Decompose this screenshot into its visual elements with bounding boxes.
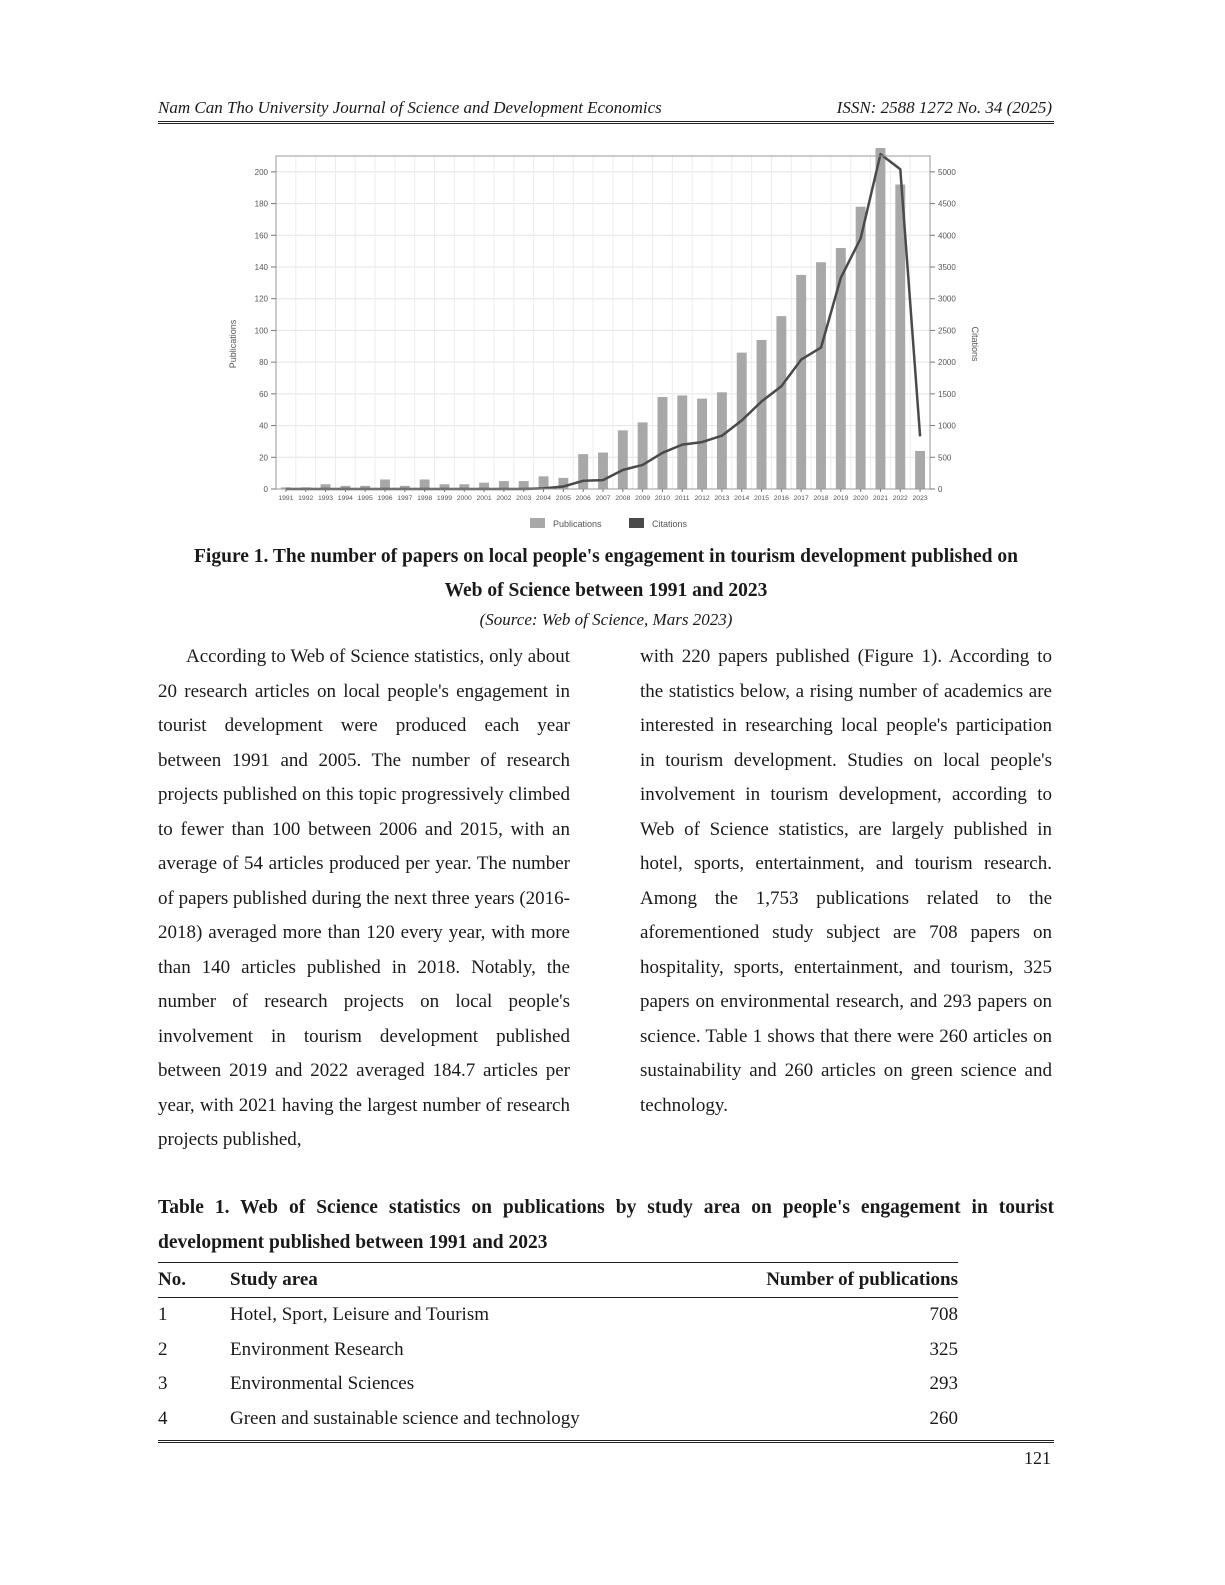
row-study-area: Hotel, Sport, Leisure and Tourism <box>230 1304 490 1326</box>
x-tick-label-2015: 2015 <box>753 495 770 502</box>
y2-tick-label: 3500 <box>938 263 956 272</box>
x-tick-label-2019: 2019 <box>833 495 849 502</box>
chart-legend <box>530 518 688 529</box>
x-tick-label-2004: 2004 <box>535 495 552 502</box>
row-count: 708 <box>929 1304 958 1326</box>
row-no: 1 <box>158 1304 168 1326</box>
y-tick-label: 180 <box>254 199 268 209</box>
y-tick-label: 120 <box>254 294 268 304</box>
bar-2013 <box>717 392 727 489</box>
row-study-area: Green and sustainable science and technology <box>230 1407 580 1429</box>
x-tick-label-2017: 2017 <box>793 495 809 502</box>
y-tick-label: 80 <box>259 358 268 368</box>
y2-tick-label: 500 <box>938 453 952 463</box>
x-tick-label-2000: 2000 <box>456 495 472 502</box>
legend-publications-label: Publications <box>553 519 602 529</box>
y-tick-label: 60 <box>259 389 268 399</box>
bar-2008 <box>618 430 628 489</box>
y2-tick-label: 3000 <box>938 294 956 304</box>
journal-title: Nam Can Tho University Journal of Science and Development Economics <box>158 98 662 117</box>
bar-2020 <box>856 207 866 489</box>
y-tick-label: 160 <box>254 231 268 241</box>
table-row <box>158 1402 958 1437</box>
study-area-table <box>158 1262 958 1436</box>
x-tick-label-2020: 2020 <box>853 495 869 502</box>
x-tick-label-2018: 2018 <box>813 495 829 502</box>
y2-tick-label: 4500 <box>938 199 956 209</box>
y-tick-label: 40 <box>259 421 268 431</box>
table-header-row <box>158 1263 958 1298</box>
publications-citations-chart <box>220 148 1000 538</box>
y2-axis-label: Citations <box>970 326 980 362</box>
x-tick-label-1992: 1992 <box>298 495 314 502</box>
row-no: 2 <box>158 1338 168 1360</box>
legend-citations-label: Citations <box>652 519 688 529</box>
x-tick-label-2013: 2013 <box>714 495 730 502</box>
x-tick-label-2006: 2006 <box>575 495 591 502</box>
bar-2012 <box>697 399 707 489</box>
table-title: Table 1. Web of Science statistics on publications by study area on people's engagement in tourist development published between 1991 and 2023 <box>158 1197 1054 1253</box>
x-tick-label-1991: 1991 <box>278 495 294 502</box>
bar-2006 <box>578 454 588 489</box>
row-no: 4 <box>158 1407 168 1429</box>
bar-2010 <box>658 397 668 489</box>
bar-1998 <box>420 479 430 489</box>
row-study-area: Environmental Sciences <box>230 1373 415 1395</box>
bar-2017 <box>796 275 806 489</box>
x-tick-label-2001: 2001 <box>476 495 492 502</box>
x-tick-label-1994: 1994 <box>337 495 353 502</box>
x-tick-label-1997: 1997 <box>397 495 413 502</box>
figure-source: (Source: Web of Science, Mars 2023) <box>479 610 733 629</box>
row-study-area: Environment Research <box>230 1338 404 1360</box>
x-tick-label-2005: 2005 <box>555 495 571 502</box>
x-tick-label-2022: 2022 <box>892 495 908 502</box>
y-axis-label: Publications <box>228 319 238 369</box>
table-row <box>158 1367 958 1402</box>
x-tick-label-2014: 2014 <box>734 495 750 502</box>
y-tick-label: 20 <box>259 453 268 463</box>
x-tick-label-1995: 1995 <box>357 495 373 502</box>
plot-frame <box>276 156 930 489</box>
x-tick-label-2003: 2003 <box>516 495 532 502</box>
y-tick-label: 0 <box>263 485 268 494</box>
y2-tick-label: 2500 <box>938 326 956 336</box>
legend-publications-swatch <box>530 518 545 528</box>
x-tick-label-1993: 1993 <box>317 495 334 502</box>
table-row <box>158 1298 958 1333</box>
x-tick-label-2007: 2007 <box>595 495 611 502</box>
header-count: Number of publications <box>700 1263 958 1298</box>
x-tick-label-2016: 2016 <box>773 495 789 502</box>
row-no: 3 <box>158 1373 168 1395</box>
x-tick-label-2011: 2011 <box>674 495 690 502</box>
chart-grid <box>276 156 930 489</box>
row-count: 325 <box>929 1338 958 1360</box>
table-row <box>158 1333 958 1368</box>
row-count: 293 <box>929 1373 958 1395</box>
x-tick-label-2009: 2009 <box>635 495 651 502</box>
y2-tick-label: 1500 <box>938 389 956 399</box>
y2-tick-label: 2000 <box>938 358 956 368</box>
y-tick-label: 200 <box>254 167 268 177</box>
bar-2016 <box>776 316 786 489</box>
table-bottom-rule <box>158 1440 1054 1443</box>
y-tick-label: 100 <box>254 326 268 336</box>
x-tick-label-2002: 2002 <box>496 495 512 502</box>
figure-caption-line-1: Figure 1. The number of papers on local people's engagement in tourism development published on <box>194 546 1018 567</box>
bar-2021 <box>876 148 886 489</box>
x-tick-label-1998: 1998 <box>417 495 433 502</box>
y2-tick-label: 1000 <box>938 421 956 431</box>
body-right-column: with 220 papers published (Figure 1). According to the statistics below, a rising number of academics are interested in researching local people's participation in tourism development. Studies on local people's involvement in tourism development, according to Web of Science statistics, are largely published in hotel, sports, entertainment, and tourism research. Among the 1,753 publications related to the aforementioned study subject are 708 papers on hospitality, sports, entertainment, and tourism, 325 papers on environmental research, and 293 papers on science. Table 1 shows that there were 260 articles on sustainability and 260 articles on green science and technology. <box>640 646 1052 1116</box>
x-tick-label-2010: 2010 <box>654 495 671 502</box>
bar-1996 <box>380 479 390 489</box>
bar-2023 <box>915 451 925 489</box>
legend-citations-swatch <box>629 518 644 528</box>
running-header <box>158 98 1054 124</box>
header-study-area: Study area <box>230 1263 700 1298</box>
y-tick-label: 140 <box>254 263 268 272</box>
bar-2007 <box>598 453 608 489</box>
x-tick-label-1996: 1996 <box>377 495 393 502</box>
bar-2011 <box>677 395 687 489</box>
issn-issue: ISSN: 2588 1272 No. 34 (2025) <box>836 98 1052 117</box>
x-tick-label-2008: 2008 <box>615 495 631 502</box>
x-tick-label-2012: 2012 <box>694 495 710 502</box>
bar-2018 <box>816 262 826 489</box>
bar-2009 <box>638 422 648 489</box>
body-left-column: According to Web of Science statistics, only about 20 research articles on local people's engagement in tourist development were produced each year between 1991 and 2005. The number of research projects published on this topic progressively climbed to fewer than 100 between 2006 and 2015, with an average of 54 articles produced per year. The number of papers published during the next three years (2016-2018) averaged more than 120 every year, with more than 140 articles published in 2018. Notably, the number of research projects on local people's involvement in tourism development published between 2019 and 2022 averaged 184.7 articles per year, with 2021 having the largest number of research projects published, <box>158 646 570 1150</box>
bar-2019 <box>836 248 846 489</box>
header-no: No. <box>158 1263 230 1298</box>
bar-2015 <box>757 340 767 489</box>
y2-tick-label: 4000 <box>938 231 956 241</box>
y2-tick-label: 5000 <box>938 167 956 177</box>
figure-caption <box>158 540 1054 608</box>
x-tick-label-2021: 2021 <box>872 495 889 502</box>
row-count: 260 <box>929 1407 958 1429</box>
y2-tick-label: 0 <box>938 485 943 494</box>
x-tick-label-2023: 2023 <box>912 495 928 502</box>
x-tick-label-1999: 1999 <box>436 495 453 502</box>
figure-caption-line-2: Web of Science between 1991 and 2023 <box>444 580 768 601</box>
page-number: 121 <box>1024 1448 1051 1468</box>
